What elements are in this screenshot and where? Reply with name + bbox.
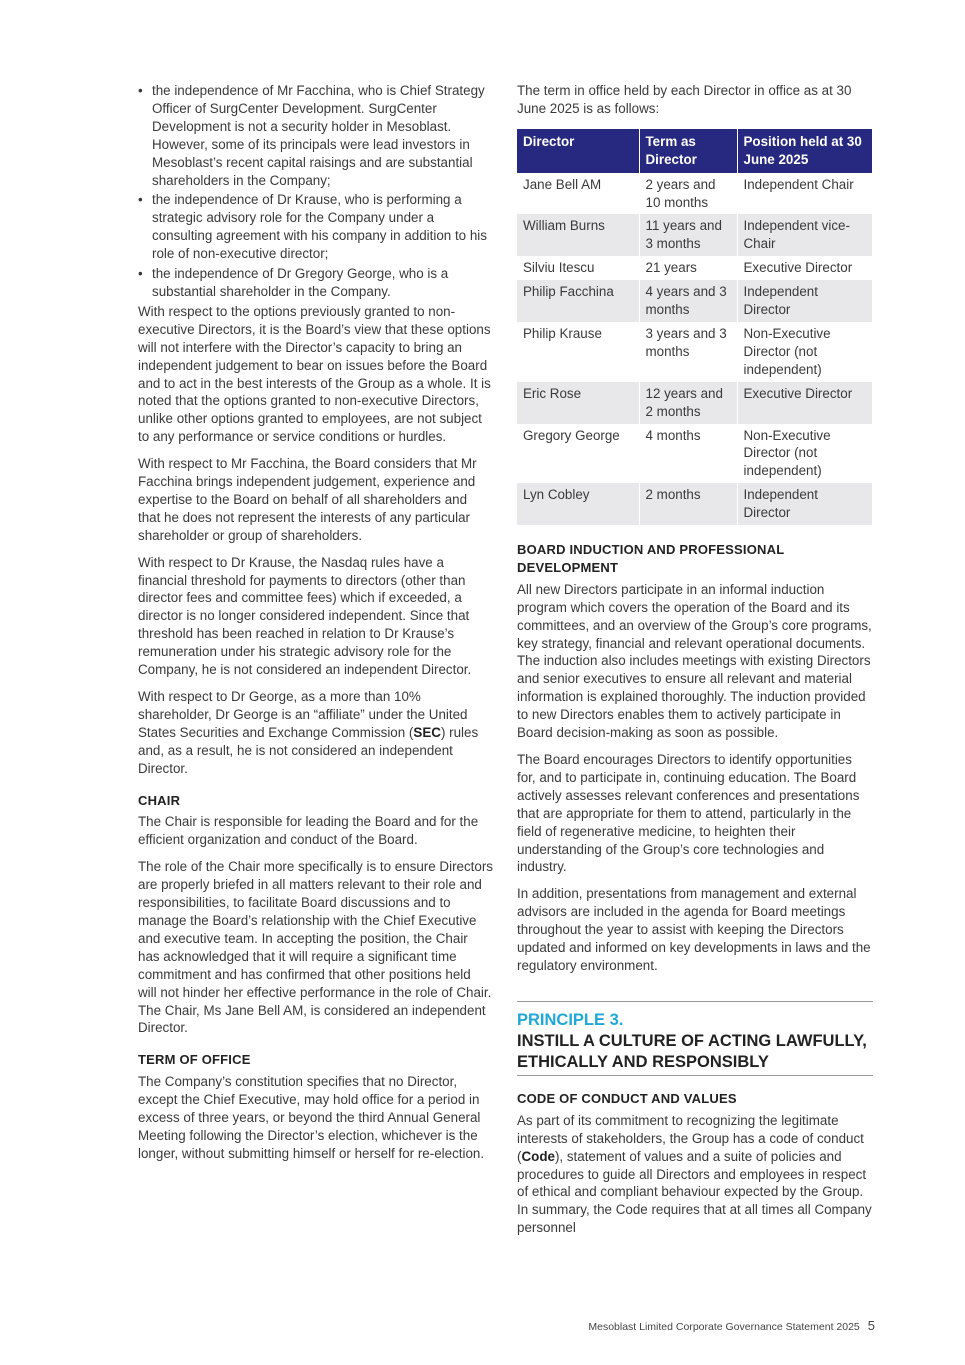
table-row	[517, 256, 873, 280]
page-number: 5	[867, 1318, 875, 1333]
paragraph	[517, 1112, 873, 1237]
table-cell: Jane Bell AM	[517, 173, 639, 215]
text: With respect to Dr George, as a more than 10% shareholder, Dr George is an “affiliate” under the United States Securities and Exchange Commission (	[138, 689, 468, 740]
column-header: Director	[517, 129, 639, 173]
bold-term: Code	[521, 1148, 555, 1164]
paragraph: With respect to Mr Facchina, the Board considers that Mr Facchina brings independent judgement, experience and expertise to the Board on behalf of all shareholders and that he does not represent the interests of any particular shareholder or group of shareholders.	[138, 456, 477, 543]
table-cell: Independent Chair	[737, 173, 873, 215]
left-column	[138, 82, 493, 1172]
column-header: Term as Director	[639, 129, 737, 173]
table-cell: Executive Director	[737, 256, 873, 280]
table-cell: Independent Director	[737, 483, 873, 525]
footer-text: Mesoblast Limited Corporate Governance Statement 2025	[588, 1321, 860, 1333]
section-heading: CODE OF CONDUCT AND VALUES	[517, 1090, 737, 1106]
table-cell: Independent vice-Chair	[737, 214, 873, 256]
table-cell: 3 years and 3 months	[639, 322, 737, 382]
text: ) rules and, as a result, he is not considered an independent Director.	[138, 724, 479, 776]
right-column	[517, 82, 873, 1246]
paragraph: All new Directors participate in an informal induction program which covers the operation of the Board and its committees, and an overview of the Group’s core programs, key strategy, financial and relevant operational documents. The induction also includes meetings with existing Directors and senior executives to ensure all relevant and material information is explained thoroughly. The induction provided to new Directors enables them to actively participate in Board decision-making as soon as possible.	[517, 581, 872, 741]
table-cell: Lyn Cobley	[517, 483, 639, 525]
list-item: • the independence of Dr Krause, who is performing a strategic advisory role for the Company under a consulting agreement with his company in addition to his role of non-executive director;	[138, 191, 493, 263]
table-cell: 12 years and 2 months	[639, 382, 737, 424]
paragraph	[138, 688, 493, 778]
table-row	[517, 322, 873, 382]
table-row	[517, 483, 873, 525]
section-heading: BOARD INDUCTION AND PROFESSIONAL DEVELOPMENT	[517, 542, 785, 575]
table-cell: Non-Executive Director (not independent)	[737, 424, 873, 484]
paragraph: The Board encourages Directors to identify opportunities for, and to participate in, continuing education. The Board actively assesses relevant conferences and presentations that are appropriate for them to attend, particularly in the field of regenerative medicine, to heighten their understanding of the Group’s core technologies and industry.	[517, 752, 860, 875]
table-cell: Eric Rose	[517, 382, 639, 424]
paragraph: With respect to the options previously granted to non-executive Directors, it is the Board’s view that these options will not interfere with the Director’s capacity to bring an independent judgement to bear on issues before the Board and to act in the best interests of the Group as a whole. It is noted that the options granted to non-executive Directors, unlike other options granted to employees, are not subject to any performance or service conditions or hurdles.	[138, 303, 491, 445]
table-cell: 21 years	[639, 256, 737, 280]
independence-list	[138, 82, 493, 301]
paragraph: The Company’s constitution specifies that no Director, except the Chief Executive, may hold office for a period in excess of three years, or beyond the third Annual General Meeting following the Director’s election, whichever is the longer, without submitting himself or herself for re-election.	[138, 1074, 485, 1161]
table-row	[517, 214, 873, 256]
table-cell: 4 months	[639, 424, 737, 484]
table-cell: 4 years and 3 months	[639, 280, 737, 322]
table-cell: Gregory George	[517, 424, 639, 484]
principle-title: INSTILL A CULTURE OF ACTING LAWFULLY, ETHICALLY AND RESPONSIBLY	[517, 1031, 873, 1076]
table-cell: 2 years and 10 months	[639, 173, 737, 215]
column-header: Position held at 30 June 2025	[737, 129, 873, 173]
text: ), statement of values and a suite of policies and procedures to guide all Directors and employees in respect of ethical and compliant behaviour expected by the Group. In summary, the Code requires that at all times all Company personnel	[517, 1148, 872, 1236]
table-cell: Philip Facchina	[517, 280, 639, 322]
table-cell: Independent Director	[737, 280, 873, 322]
section-heading: CHAIR	[138, 792, 181, 808]
director-term-table	[517, 129, 873, 525]
table-row	[517, 424, 873, 484]
table-cell: William Burns	[517, 214, 639, 256]
paragraph: The term in office held by each Director in office as at 30 June 2025 is as follows:	[517, 83, 852, 116]
principle-label: PRINCIPLE 3.	[517, 1010, 624, 1029]
page-footer	[588, 1317, 875, 1337]
table-cell: Philip Krause	[517, 322, 639, 382]
table-row	[517, 173, 873, 215]
table-row	[517, 382, 873, 424]
paragraph: The role of the Chair more specifically is to ensure Directors are properly briefed in all matters relevant to their role and responsibilities, to facilitate Board discussions and to manage the Board’s relationship with the Chief Executive and executive team. In accepting the position, the Chair has acknowledged that it will require a significant time commitment and has confirmed that other positions held will not hinder her effective performance in the role of Chair. The Chair, Ms Jane Bell AM, is considered an independent Director.	[138, 859, 493, 1036]
paragraph: In addition, presentations from management and external advisors are included in the agenda for Board meetings throughout the year to assist with keeping the Directors updated and informed on key developments in laws and the regulatory environment.	[517, 886, 871, 973]
divider	[517, 1001, 873, 1002]
list-item: • the independence of Mr Facchina, who is Chief Strategy Officer of SurgCenter Development. SurgCenter Development is not a security holder in Mesoblast. However, some of its principals were lead investors in Mesoblast’s recent capital raisings and are substantial shareholders in the Company;	[138, 82, 493, 189]
table-cell: 11 years and 3 months	[639, 214, 737, 256]
list-item: • the independence of Dr Gregory George, who is a substantial shareholder in the Company.	[138, 265, 493, 301]
table-cell: Silviu Itescu	[517, 256, 639, 280]
bold-term: SEC	[413, 724, 441, 740]
text: As part of its commitment to recognizing the legitimate interests of stakeholders, the Group has a code of conduct (	[517, 1112, 864, 1164]
paragraph: With respect to Dr Krause, the Nasdaq rules have a financial threshold for payments to directors (other than director fees and committee fees) which if exceeded, a director is no longer considered independent. Since that threshold has been reached in relation to Dr Krause’s remuneration under his strategic advisory role for the Company, he is not considered an independent Director.	[138, 554, 472, 678]
table-cell: Non-Executive Director (not independent)	[737, 322, 873, 382]
section-heading: TERM OF OFFICE	[138, 1052, 251, 1068]
paragraph: The Chair is responsible for leading the Board and for the efficient organization and conduct of the Board.	[138, 814, 479, 848]
table-row	[517, 280, 873, 322]
table-header-row	[517, 129, 873, 173]
table-cell: 2 months	[639, 483, 737, 525]
table-cell: Executive Director	[737, 382, 873, 424]
